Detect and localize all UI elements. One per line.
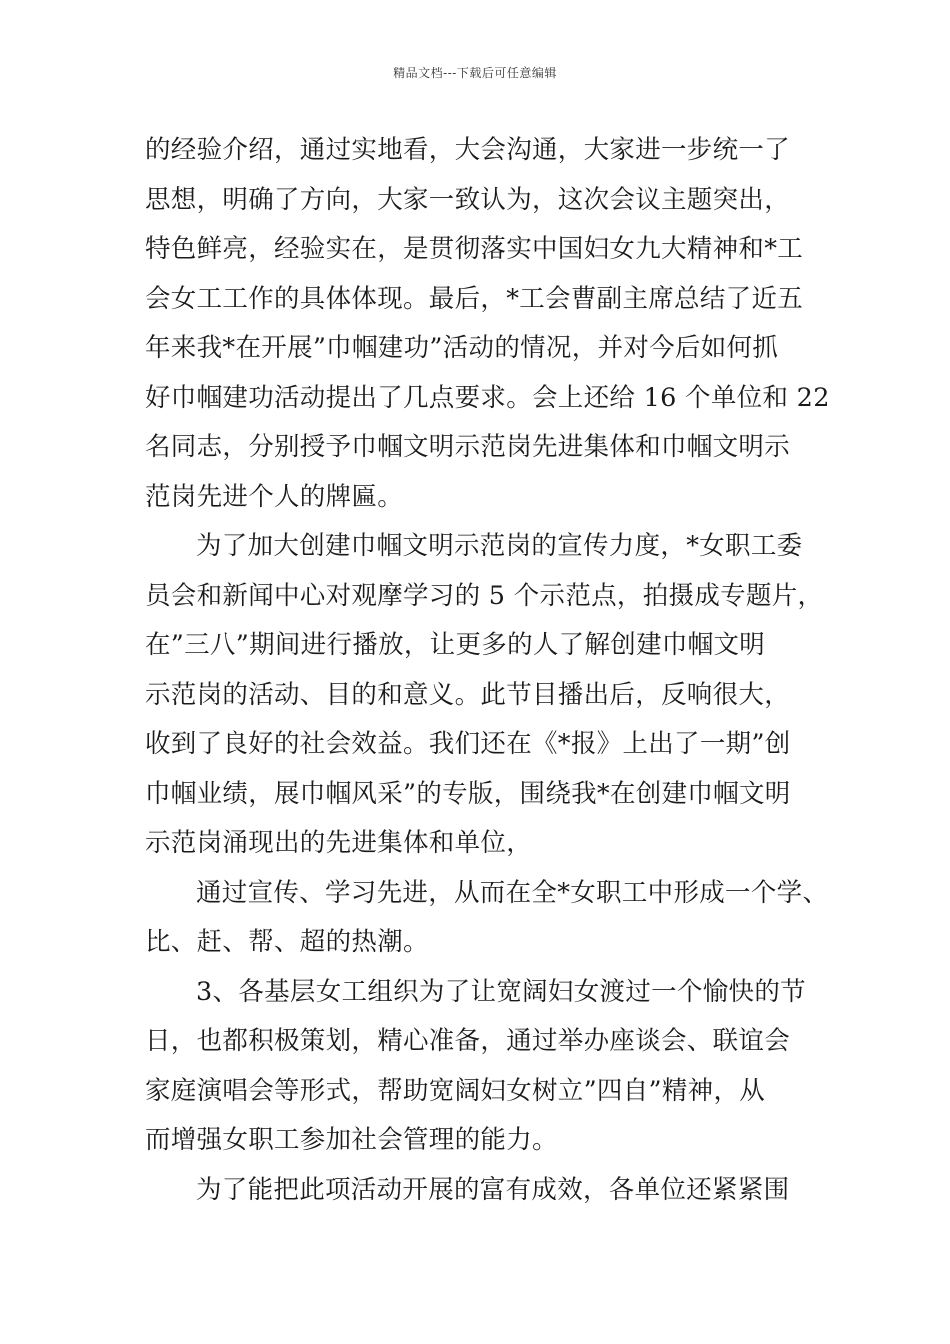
text-line: 巾帼业绩，展巾帼风采”的专版，围绕我*在创建巾帼文明 xyxy=(145,778,791,809)
text-line: 家庭演唱会等形式，帮助宽阔妇女树立”四自”精神，从 xyxy=(145,1075,766,1106)
document-body xyxy=(145,126,830,1215)
text-line: 名同志，分别授予巾帼文明示范岗先进集体和巾帼文明示 xyxy=(145,432,791,462)
text-line: 特色鲜亮，经验实在，是贯彻落实中国妇女九大精神和*工 xyxy=(145,234,804,264)
text-line: 示范岗涌现出的先进集体和单位， xyxy=(145,828,533,858)
text-line: 好巾帼建功活动提出了几点要求。会上还给 16 个单位和 22 xyxy=(145,382,830,413)
text-line: 会女工工作的具体体现。最后，*工会曹副主席总结了近五 xyxy=(145,283,804,314)
text-line: 日，也都积极策划，精心准备，通过举办座谈会、联谊会 xyxy=(145,1026,791,1056)
paragraph-first-line: 为了加大创建巾帼文明示范岗的宣传力度，*女职工委 xyxy=(196,531,803,561)
text-line: 员会和新闻中心对观摩学习的 5 个示范点，拍摄成专题片， xyxy=(145,580,824,611)
paragraph-first-line: 通过宣传、学习先进，从而在全*女职工中形成一个学、 xyxy=(196,877,829,908)
text-line: 年来我*在开展”巾帼建功”活动的情况，并对今后如何抓 xyxy=(145,333,779,363)
text-line: 的经验介绍，通过实地看，大会沟通，大家进一步统一了 xyxy=(145,135,791,165)
text-line: 范岗先进个人的牌匾。 xyxy=(145,481,404,512)
text-line: 比、赶、帮、超的热潮。 xyxy=(145,927,429,957)
text-line: 思想，明确了方向，大家一致认为，这次会议主题突出， xyxy=(145,184,791,215)
text-line: 收到了良好的社会效益。我们还在《*报》上出了一期”创 xyxy=(145,729,791,759)
text-line: 示范岗的活动、目的和意义。此节目播出后，反响很大， xyxy=(145,679,791,710)
paragraph-first-line: 3、各基层女工组织为了让宽阔妇女渡过一个愉快的节 xyxy=(196,976,806,1007)
text-line: 在”三八”期间进行播放，让更多的人了解创建巾帼文明 xyxy=(145,630,766,660)
page-header: 精品文档---下载后可任意编辑 xyxy=(393,66,557,80)
text-line: 而增强女职工参加社会管理的能力。 xyxy=(145,1125,558,1155)
paragraph-first-line: 为了能把此项活动开展的富有成效，各单位还紧紧围 xyxy=(196,1174,790,1205)
